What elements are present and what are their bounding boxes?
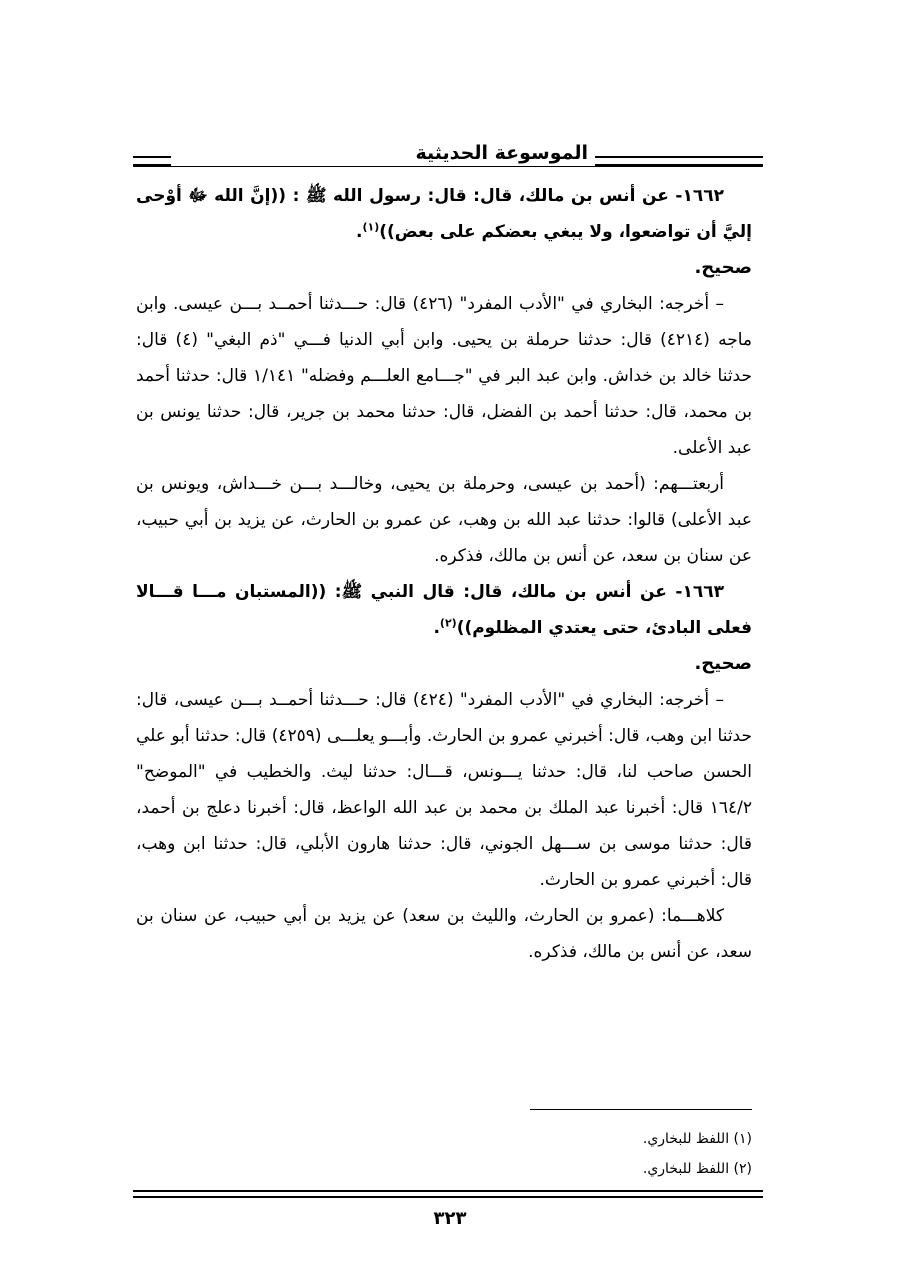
takhrij-1662: – أخرجه: البخاري في "الأدب المفرد" (٤٢٦) قال: حـــدثنا أحمــد بـــن عيسى. وابن ماجه (٤٢١٤) قال: حدثنا حرملة بن يحيى. وابن أبي الدنيا فـــي "ذم البغي" (٤) قال: حدثنا خالد بن خداش. وابن عبد البر في "جـــامع العلـــم وفضله" ١/١٤١ قال: حدثنا أحمد بن محمد، قال: حدثنا أحمد بن الفضل، قال: حدثنا محمد بن جرير، قال: حدثنا يونس بن عبد الأعلى. (136, 294, 752, 458)
main-text (136, 178, 752, 970)
verdict-1663: صحيح. (694, 653, 752, 674)
hadith-1663 (136, 574, 752, 646)
header-rule-thin (133, 166, 763, 167)
hadith-1663-end: . (433, 618, 440, 638)
footnote-marker-1[interactable]: (١) (362, 220, 380, 234)
header-rule-left (133, 156, 171, 166)
chain-1662: أربعتـــهم: (أحمد بن عيسى، وحرملة بن يحيى، وخالـــد بـــن خـــداش، ويونس بن عبد الأعلى) قالوا: حدثنا عبد الله بن وهب، عن عمرو بن الحارث، عن يزيد بن أبي حبيب، عن سنان بن سعد، عن أنس بن مالك، فذكره. (136, 474, 752, 566)
footer-rule (133, 1190, 763, 1198)
footnote-2: (٢) اللفظ للبخاري. (642, 1161, 752, 1177)
hadith-1662-text: ١٦٦٢- عن أنس بن مالك، قال: قال: رسول الله ﷺ : ((إنَّ الله ﷻ أوْحى إليَّ أن تواضعوا، ولا يبغي بعضكم على بعض)) (136, 186, 752, 242)
footnotes (136, 1124, 752, 1184)
footnote-marker-2[interactable]: (٢) (439, 616, 457, 630)
footnote-1: (١) اللفظ للبخاري. (642, 1131, 752, 1147)
takhrij-1663: – أخرجه: البخاري في "الأدب المفرد" (٤٢٤) قال: حـــدثنا أحمــد بـــن عيسى، قال: حدثنا ابن وهب، قال: أخبرني عمرو بن الحارث. وأبـــو يعلـــى (٤٢٥٩) قال: حدثنا أبو علي الحسن صاحب لنا، قال: حدثنا يـــونس، قـــال: حدثنا ليث. والخطيب في "الموضح" ١٦٤/٢ قال: أخبرنا عبد الملك بن محمد بن عبد الله الواعظ، قال: أخبرنا دعلج بن أحمد، قال: حدثنا موسى بن ســـهل الجوني، قال: حدثنا هارون الأبلي، قال: حدثنا ابن وهب، قال: أخبرني عمرو بن الحارث. (136, 690, 752, 890)
chain-1663: كلاهـــما: (عمرو بن الحارث، والليث بن سعد) عن يزيد بن أبي حبيب، عن سنان بن سعد، عن أنس بن مالك، فذكره. (136, 906, 752, 962)
header-title: الموسوعة الحديثية (415, 142, 588, 164)
header-rule-right (595, 156, 763, 166)
hadith-1662-end: . (355, 222, 363, 242)
page-number: ٣٢٣ (433, 1208, 467, 1229)
hadith-1663-text: ١٦٦٣- عن أنس بن مالك، قال: قال النبي ﷺ: ((المستبان مـــا قـــالا فعلى البادئ، حتى يعتدي المظلوم)) (136, 582, 752, 638)
running-header (133, 142, 763, 172)
footnote-separator (530, 1109, 752, 1110)
hadith-1662 (136, 178, 752, 250)
verdict-1662: صحيح. (694, 257, 752, 278)
